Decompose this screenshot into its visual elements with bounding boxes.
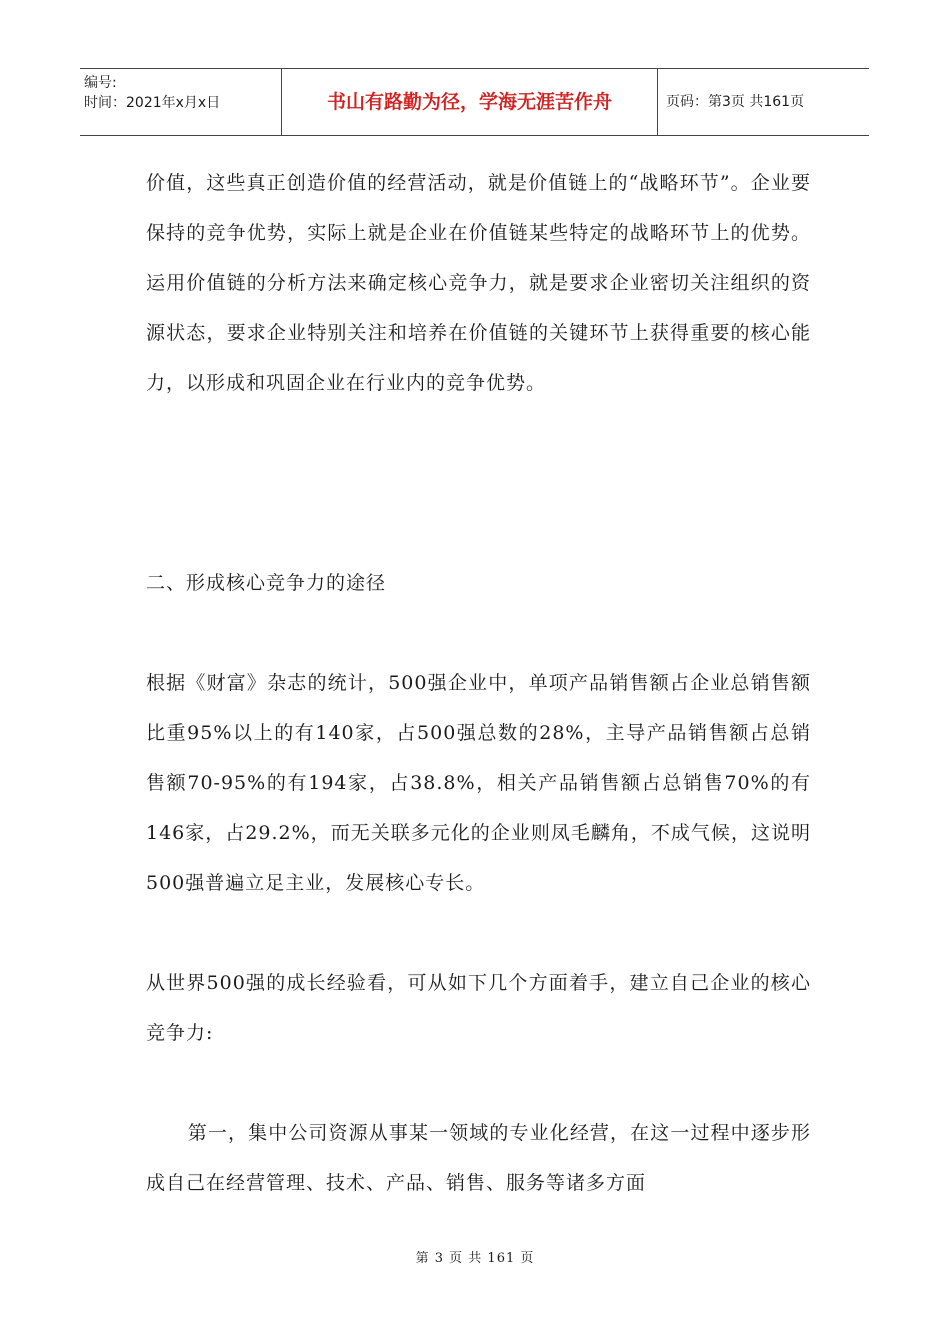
section-heading: 二、形成核心竞争力的途径	[146, 572, 387, 594]
body-paragraph-3: 从世界500强的成长经验看，可从如下几个方面着手，建立自己企业的核心竞争力:	[146, 972, 811, 1044]
body-paragraph-4: 第一，集中公司资源从事某一领域的专业化经营，在这一过程中逐步形成自己在经营管理、技术、产品、销售、服务等诸多方面	[146, 1122, 811, 1194]
page-footer: 第 3 页 共 161 页	[415, 1251, 535, 1266]
body-paragraph-1: 价值，这些真正创造价值的经营活动，就是价值链上的“战略环节”。企业要保持的竞争优势，实际上就是企业在价值链某些特定的战略环节上的优势。运用价值链的分析方法来确定核心竞争力，就是要求企业密切关注组织的资源状态，要求企业特别关注和培养在价值链的关键环节上获得重要的核心能力，以形成和巩固企业在行业内的竞争优势。	[146, 172, 811, 394]
header-motto: 书山有路勤为径，学海无涯苦作舟	[282, 69, 658, 135]
page-header	[80, 68, 869, 136]
document-time-label: 时间：2021年x月x日	[84, 95, 221, 111]
header-meta-cell	[80, 69, 282, 135]
header-page-info: 页码：第3页 共161页	[666, 94, 805, 110]
document-number-label: 编号:	[84, 75, 117, 91]
body-paragraph-2: 根据《财富》杂志的统计，500强企业中，单项产品销售额占企业总销售额比重95%以上的有140家，占500强总数的28%，主导产品销售额占总销售额70-95%的有194家，占38.8%，相关产品销售额占总销售70%的有146家，占29.2%，而无关联多元化的企业则凤毛麟角，不成气候，这说明500强普遍立足主业，发展核心专长。	[146, 672, 811, 894]
